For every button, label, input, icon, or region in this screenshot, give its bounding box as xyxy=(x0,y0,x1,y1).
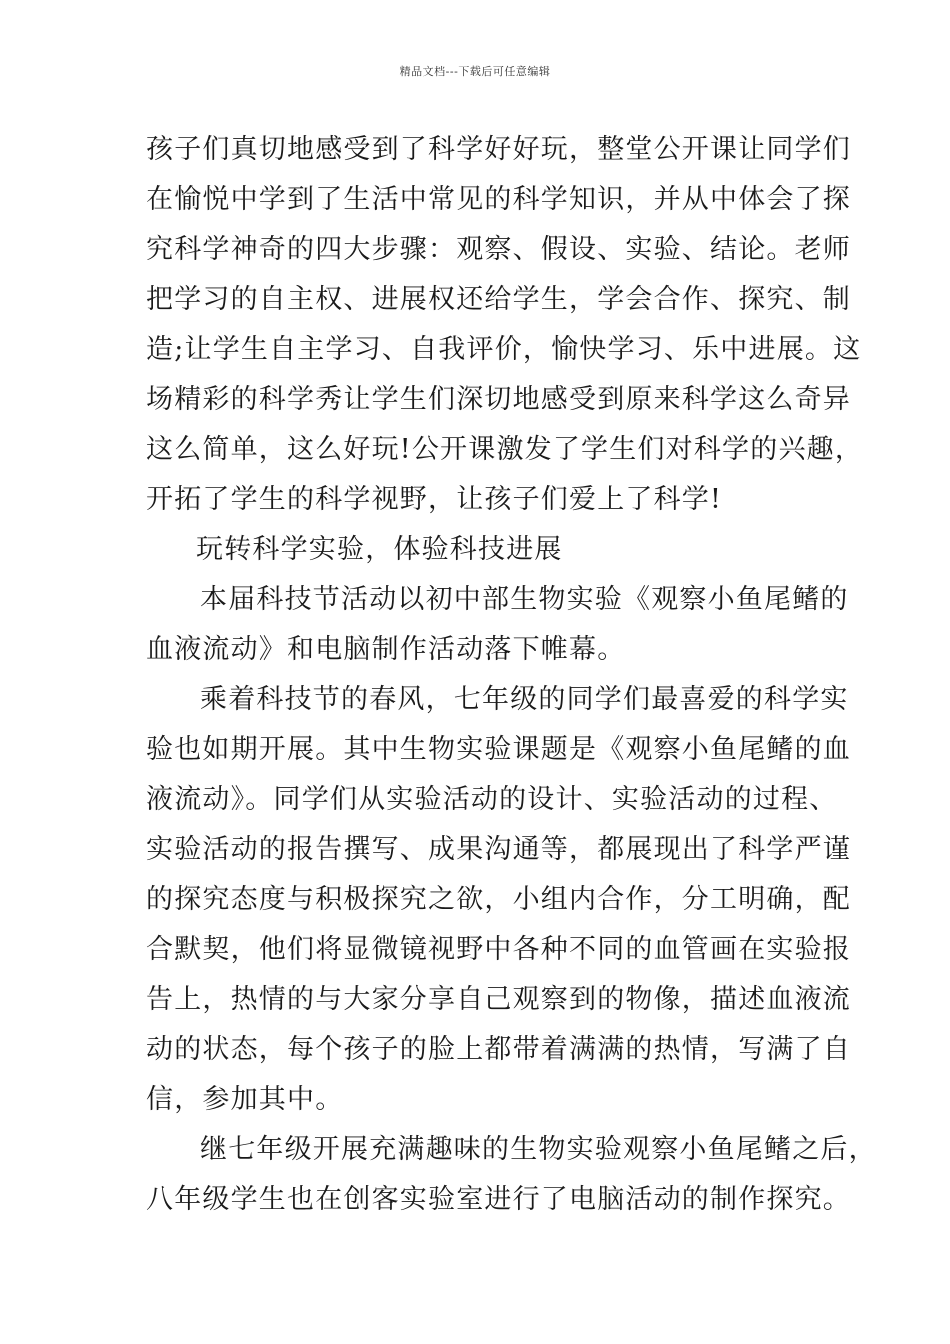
text-line: 把学习的自主权、进展权还给学生，学会合作、探究、制 xyxy=(146,284,851,315)
text-line: 的探究态度与积极探究之欲，小组内合作，分工明确，配 xyxy=(146,884,851,915)
page-header: 精品文档---下载后可任意编辑 xyxy=(399,65,551,78)
text-line: 血液流动》和电脑制作活动落下帷幕。 xyxy=(146,634,626,665)
text-line: 开拓了学生的科学视野，让孩子们爱上了科学! xyxy=(146,484,723,515)
text-line: 究科学神奇的四大步骤：观察、假设、实验、结论。老师 xyxy=(146,234,851,265)
text-line: 造;让学生自主学习、自我评价，愉快学习、乐中进展。这 xyxy=(146,334,862,365)
text-line: 继七年级开展充满趣味的生物实验观察小鱼尾鳍之后， xyxy=(200,1134,877,1165)
section-heading: 玩转科学实验，体验科技进展 xyxy=(196,534,563,565)
text-line: 孩子们真切地感受到了科学好好玩，整堂公开课让同学们 xyxy=(146,134,851,165)
text-line: 合默契，他们将显微镜视野中各种不同的血管画在实验报 xyxy=(146,934,851,965)
text-line: 验也如期开展。其中生物实验课题是《观察小鱼尾鳍的血 xyxy=(146,734,851,765)
text-line: 液流动》。同学们从实验活动的设计、实验活动的过程、 xyxy=(146,784,838,815)
text-line: 本届科技节活动以初中部生物实验《观察小鱼尾鳍的 xyxy=(200,584,849,615)
text-line: 信，参加其中。 xyxy=(146,1084,344,1115)
text-line: 在愉悦中学到了生活中常见的科学知识，并从中体会了探 xyxy=(146,184,851,215)
text-line: 告上，热情的与大家分享自己观察到的物像，描述血液流 xyxy=(146,984,851,1015)
text-line: 场精彩的科学秀让学生们深切地感受到原来科学这么奇异 xyxy=(146,384,851,415)
text-line: 这么简单，这么好玩!公开课激发了学生们对科学的兴趣， xyxy=(146,434,864,465)
text-line: 乘着科技节的春风，七年级的同学们最喜爱的科学实 xyxy=(200,684,849,715)
text-line: 实验活动的报告撰写、成果沟通等，都展现出了科学严谨 xyxy=(146,834,851,865)
text-line: 八年级学生也在创客实验室进行了电脑活动的制作探究。 xyxy=(146,1184,851,1215)
text-line: 动的状态，每个孩子的脸上都带着满满的热情，写满了自 xyxy=(146,1034,851,1065)
